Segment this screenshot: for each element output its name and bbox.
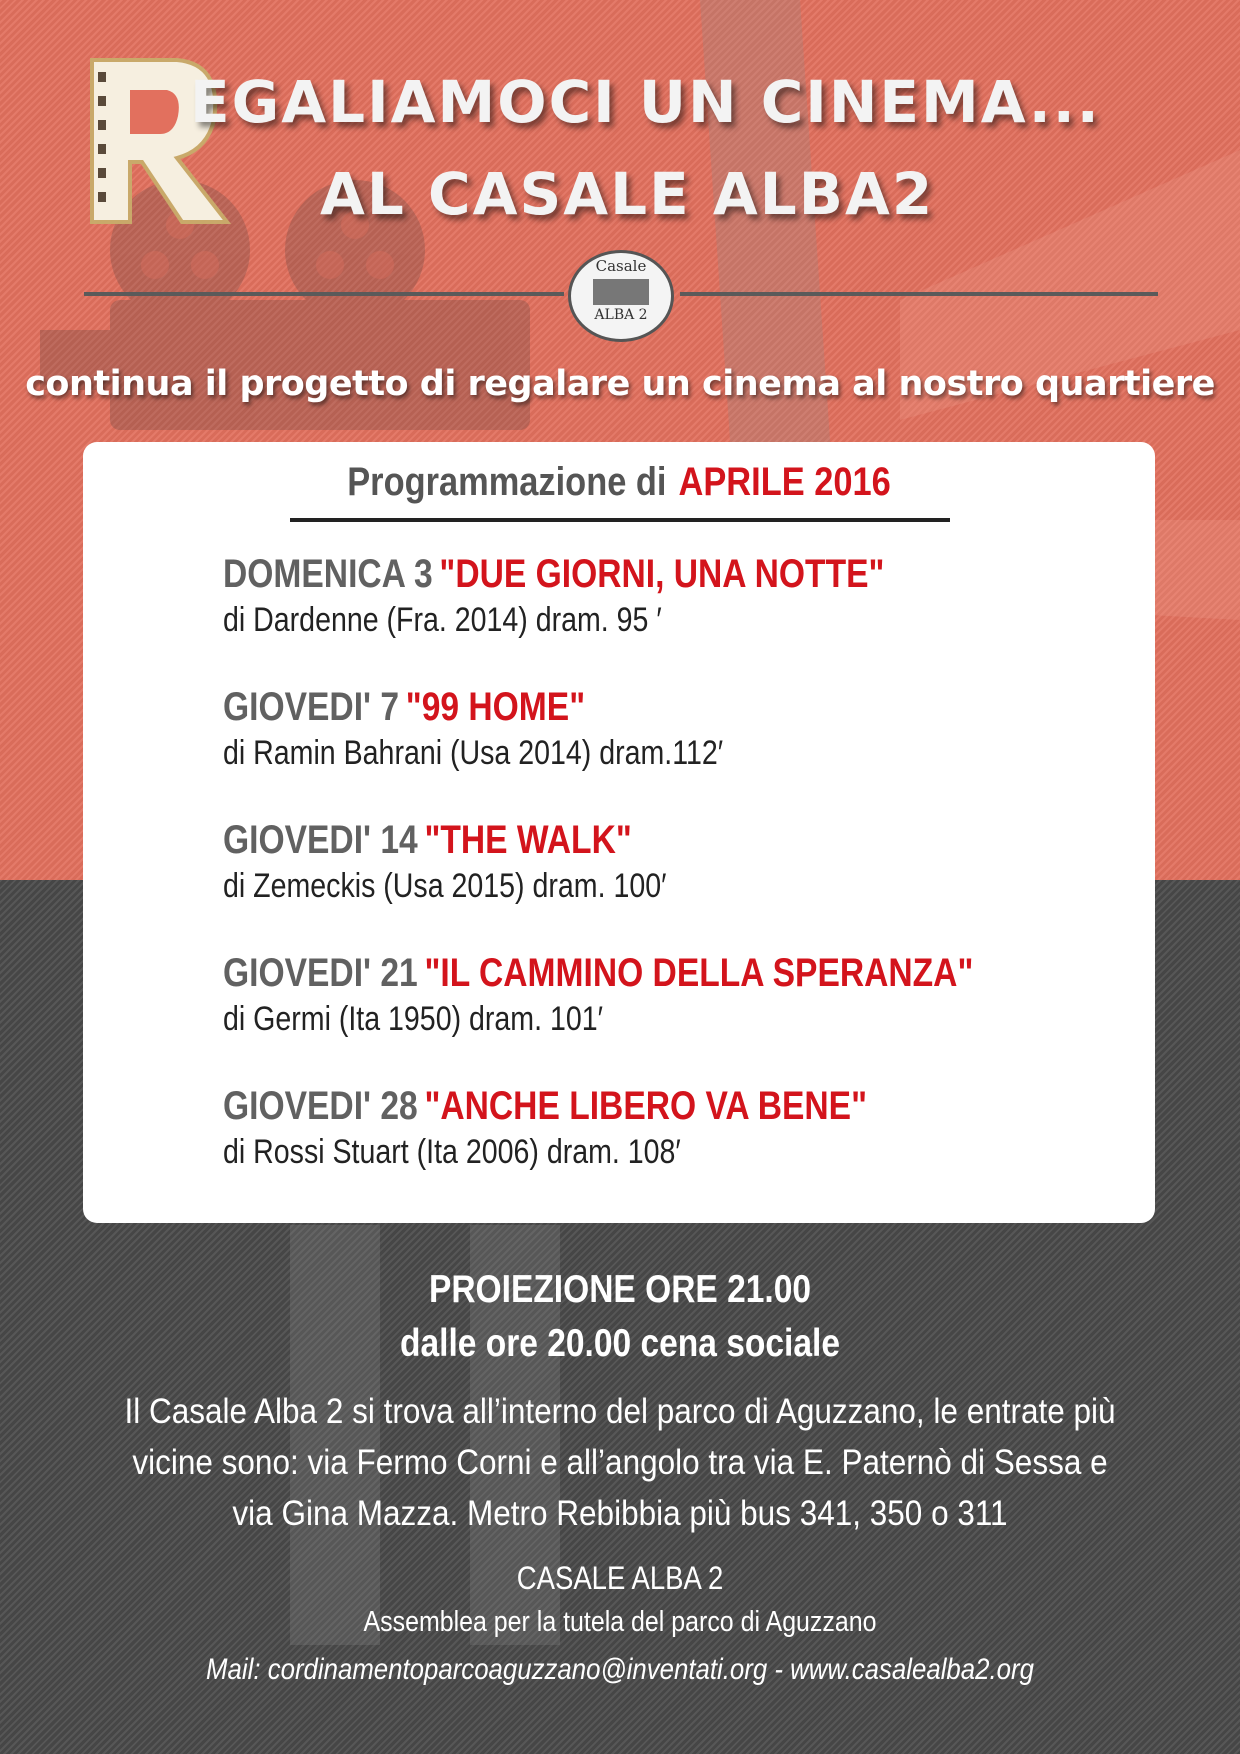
screening-day: GIOVEDI' 21: [223, 951, 418, 995]
screening-details: di Ramin Bahrani (Usa 2014) dram.112′: [223, 734, 724, 772]
screening-details: di Zemeckis (Usa 2015) dram. 100′: [223, 867, 667, 905]
screening-details: di Dardenne (Fra. 2014) dram. 95 ′: [223, 601, 662, 639]
screening-item: [223, 552, 1123, 640]
program-heading: [158, 460, 1080, 505]
screening-day: GIOVEDI' 14: [223, 818, 418, 862]
screening-film-title: "THE WALK": [424, 818, 632, 862]
poster-title-line2: AL CASALE ALBA2: [320, 160, 935, 228]
contact-info: Mail: cordinamentoparcoaguzzano@inventati.org - www.casalealba2.org: [206, 1653, 1034, 1686]
location-line: vicine sono: via Fermo Corni e all’angolo tra via E. Paternò di Sessa e: [132, 1443, 1108, 1482]
logo-text-bottom: ALBA 2: [594, 307, 648, 323]
casale-alba-logo: [568, 250, 674, 342]
screening-day: GIOVEDI' 28: [223, 1084, 418, 1128]
location-line: via Gina Mazza. Metro Rebibbia più bus 341, 350 o 311: [232, 1494, 1008, 1533]
poster-title-line1: EGALIAMOCI UN CINEMA...: [190, 68, 1101, 136]
location-info: [62, 1386, 1178, 1539]
screening-film-title: "ANCHE LIBERO VA BENE": [424, 1084, 868, 1128]
screening-item: [223, 1084, 1123, 1172]
screening-day: DOMENICA 3: [223, 552, 433, 596]
house-icon: [593, 279, 649, 305]
program-month: APRILE 2016: [678, 460, 891, 504]
screening-day: GIOVEDI' 7: [223, 685, 400, 729]
organization-name: CASALE ALBA 2: [516, 1560, 724, 1596]
divider-left: [84, 292, 564, 296]
program-heading-underline: [290, 518, 950, 522]
screening-film-title: "99 HOME": [405, 685, 586, 729]
screening-film-title: "DUE GIORNI, UNA NOTTE": [439, 552, 885, 596]
location-line: Il Casale Alba 2 si trova all’interno del parco di Aguzzano, le entrate più: [124, 1392, 1116, 1431]
screening-details: di Rossi Stuart (Ita 2006) dram. 108′: [223, 1133, 681, 1171]
screening-film-title: "IL CAMMINO DELLA SPERANZA": [424, 951, 974, 995]
dinner-time: dalle ore 20.00 cena sociale: [399, 1322, 841, 1365]
screening-item: [223, 685, 1123, 773]
organization-description: Assemblea per la tutela del parco di Aguzzano: [363, 1606, 877, 1638]
tagline: continua il progetto di regalare un cinema al nostro quartiere: [25, 364, 1215, 404]
divider-right: [680, 292, 1158, 296]
projection-time: PROIEZIONE ORE 21.00: [428, 1268, 812, 1311]
screening-item: [223, 951, 1123, 1039]
program-card: [83, 442, 1155, 1223]
screening-details: di Germi (Ita 1950) dram. 101′: [223, 1000, 603, 1038]
logo-text-top: Casale: [595, 257, 647, 275]
screening-item: [223, 818, 1123, 906]
program-heading-label: Programmazione di: [347, 460, 667, 504]
